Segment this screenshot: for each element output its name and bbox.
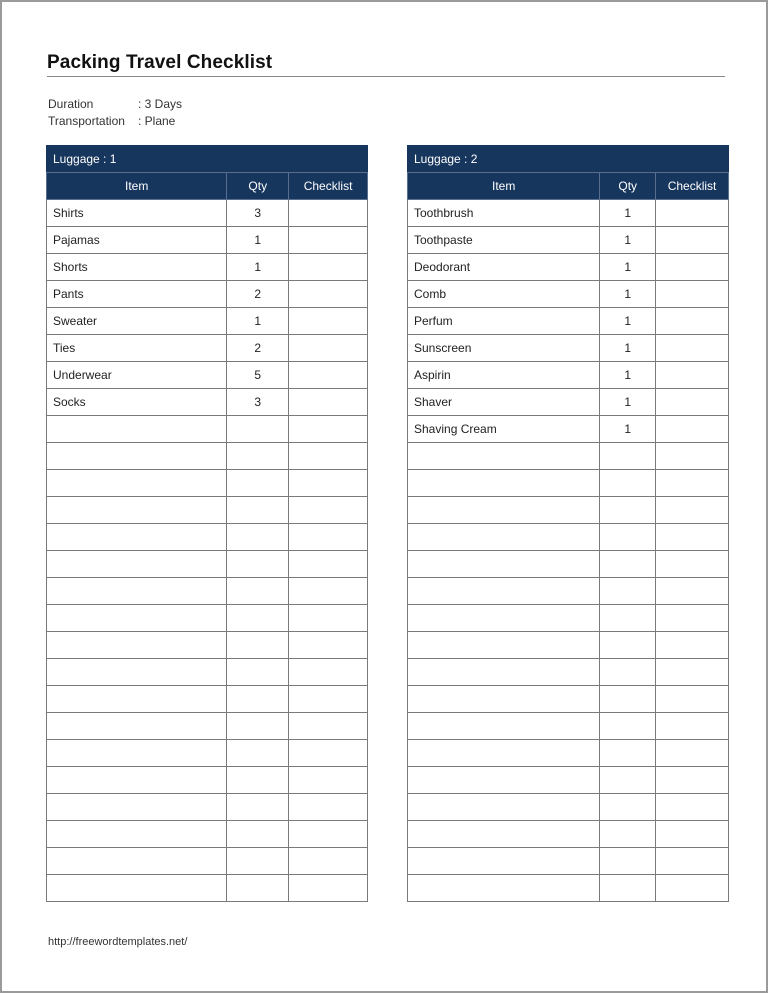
checklist-cell[interactable] bbox=[656, 416, 729, 443]
checklist-cell[interactable] bbox=[656, 443, 729, 470]
table-row bbox=[47, 659, 368, 686]
qty-cell[interactable]: 1 bbox=[600, 416, 656, 443]
table-row bbox=[408, 632, 729, 659]
checklist-cell[interactable] bbox=[289, 416, 368, 443]
checklist-cell[interactable] bbox=[656, 632, 729, 659]
item-cell[interactable] bbox=[47, 740, 227, 767]
item-cell[interactable] bbox=[47, 848, 227, 875]
table-row bbox=[47, 875, 368, 902]
qty-cell[interactable] bbox=[600, 713, 656, 740]
item-cell[interactable] bbox=[47, 497, 227, 524]
item-cell[interactable] bbox=[47, 686, 227, 713]
item-cell[interactable]: Socks bbox=[47, 389, 227, 416]
qty-cell[interactable]: 1 bbox=[600, 281, 656, 308]
checklist-cell[interactable] bbox=[289, 335, 368, 362]
item-cell[interactable] bbox=[47, 605, 227, 632]
item-cell[interactable] bbox=[47, 659, 227, 686]
checklist-cell[interactable] bbox=[656, 740, 729, 767]
checklist-cell[interactable] bbox=[656, 524, 729, 551]
qty-cell[interactable] bbox=[227, 659, 289, 686]
checklist-cell[interactable] bbox=[656, 875, 729, 902]
item-cell[interactable] bbox=[408, 686, 600, 713]
item-cell[interactable] bbox=[47, 713, 227, 740]
table-row bbox=[408, 794, 729, 821]
qty-cell[interactable] bbox=[600, 632, 656, 659]
qty-cell[interactable]: 1 bbox=[600, 308, 656, 335]
footer-link[interactable]: http://freewordtemplates.net/ bbox=[48, 936, 188, 948]
transportation-value: : Plane bbox=[138, 114, 176, 128]
duration-value: : 3 Days bbox=[138, 97, 183, 111]
checklist-cell[interactable] bbox=[289, 281, 368, 308]
item-cell[interactable]: Shorts bbox=[47, 254, 227, 281]
table-row bbox=[47, 227, 368, 254]
item-cell[interactable] bbox=[408, 443, 600, 470]
qty-cell[interactable] bbox=[600, 821, 656, 848]
checklist-cell[interactable] bbox=[656, 578, 729, 605]
table-row bbox=[408, 335, 729, 362]
qty-cell[interactable] bbox=[227, 875, 289, 902]
item-cell[interactable]: Pajamas bbox=[47, 227, 227, 254]
item-cell[interactable] bbox=[408, 794, 600, 821]
item-cell[interactable] bbox=[408, 875, 600, 902]
item-cell[interactable] bbox=[408, 578, 600, 605]
qty-cell[interactable] bbox=[227, 767, 289, 794]
item-cell[interactable] bbox=[408, 551, 600, 578]
qty-cell[interactable]: 1 bbox=[600, 254, 656, 281]
luggage-1-rows bbox=[47, 200, 368, 902]
qty-cell[interactable] bbox=[227, 551, 289, 578]
item-cell[interactable]: Toothbrush bbox=[408, 200, 600, 227]
checklist-cell[interactable] bbox=[289, 254, 368, 281]
checklist-cell[interactable] bbox=[656, 254, 729, 281]
checklist-cell[interactable] bbox=[656, 362, 729, 389]
column-header-qty: Qty bbox=[227, 173, 289, 200]
qty-cell[interactable] bbox=[227, 686, 289, 713]
qty-cell[interactable]: 3 bbox=[227, 200, 289, 227]
checklist-cell[interactable] bbox=[656, 794, 729, 821]
qty-cell[interactable] bbox=[600, 470, 656, 497]
table-row bbox=[408, 308, 729, 335]
qty-cell[interactable]: 3 bbox=[227, 389, 289, 416]
table-row bbox=[47, 362, 368, 389]
checklist-cell[interactable] bbox=[289, 389, 368, 416]
qty-cell[interactable] bbox=[227, 848, 289, 875]
qty-cell[interactable]: 1 bbox=[227, 227, 289, 254]
qty-cell[interactable]: 1 bbox=[227, 254, 289, 281]
table-row bbox=[47, 443, 368, 470]
table-row bbox=[47, 686, 368, 713]
table-row bbox=[47, 281, 368, 308]
qty-cell[interactable]: 2 bbox=[227, 281, 289, 308]
qty-cell[interactable] bbox=[600, 497, 656, 524]
checklist-cell[interactable] bbox=[289, 497, 368, 524]
table-row bbox=[408, 713, 729, 740]
checklist-cell[interactable] bbox=[289, 443, 368, 470]
qty-cell[interactable] bbox=[600, 659, 656, 686]
qty-cell[interactable]: 5 bbox=[227, 362, 289, 389]
checklist-cell[interactable] bbox=[289, 308, 368, 335]
duration-row bbox=[48, 96, 182, 113]
luggage-2-caption: Luggage : 2 bbox=[408, 146, 729, 173]
checklist-cell[interactable] bbox=[289, 713, 368, 740]
trip-details bbox=[48, 96, 182, 130]
checklist-cell[interactable] bbox=[289, 767, 368, 794]
checklist-cell[interactable] bbox=[656, 551, 729, 578]
table-row bbox=[47, 200, 368, 227]
column-header-item: Item bbox=[47, 173, 227, 200]
title-divider bbox=[47, 76, 725, 77]
qty-cell[interactable] bbox=[600, 551, 656, 578]
checklist-cell[interactable] bbox=[656, 200, 729, 227]
item-cell[interactable]: Ties bbox=[47, 335, 227, 362]
table-row bbox=[408, 443, 729, 470]
qty-cell[interactable] bbox=[600, 578, 656, 605]
column-header-item: Item bbox=[408, 173, 600, 200]
checklist-cell[interactable] bbox=[289, 362, 368, 389]
qty-cell[interactable]: 1 bbox=[600, 335, 656, 362]
table-row bbox=[408, 227, 729, 254]
item-cell[interactable] bbox=[408, 659, 600, 686]
table-row bbox=[408, 578, 729, 605]
item-cell[interactable] bbox=[408, 470, 600, 497]
item-cell[interactable] bbox=[47, 821, 227, 848]
qty-cell[interactable] bbox=[227, 821, 289, 848]
item-cell[interactable] bbox=[47, 632, 227, 659]
item-cell[interactable] bbox=[408, 632, 600, 659]
table-row bbox=[408, 200, 729, 227]
checklist-cell[interactable] bbox=[289, 740, 368, 767]
item-cell[interactable]: Sunscreen bbox=[408, 335, 600, 362]
item-cell[interactable]: Comb bbox=[408, 281, 600, 308]
luggage-1-table bbox=[46, 145, 368, 902]
qty-cell[interactable] bbox=[227, 713, 289, 740]
qty-cell[interactable] bbox=[227, 443, 289, 470]
table-row bbox=[47, 794, 368, 821]
table-row bbox=[408, 605, 729, 632]
qty-cell[interactable] bbox=[227, 497, 289, 524]
item-cell[interactable] bbox=[408, 821, 600, 848]
item-cell[interactable]: Pants bbox=[47, 281, 227, 308]
checklist-cell[interactable] bbox=[656, 821, 729, 848]
qty-cell[interactable] bbox=[600, 875, 656, 902]
column-header-checklist: Checklist bbox=[656, 173, 729, 200]
checklist-cell[interactable] bbox=[656, 848, 729, 875]
checklist-cell[interactable] bbox=[289, 551, 368, 578]
qty-cell[interactable] bbox=[227, 416, 289, 443]
checklist-cell[interactable] bbox=[289, 524, 368, 551]
table-row bbox=[47, 416, 368, 443]
item-cell[interactable]: Toothpaste bbox=[408, 227, 600, 254]
qty-cell[interactable] bbox=[600, 686, 656, 713]
table-row bbox=[47, 335, 368, 362]
table-row bbox=[47, 308, 368, 335]
table-row bbox=[47, 767, 368, 794]
item-cell[interactable]: Shirts bbox=[47, 200, 227, 227]
qty-cell[interactable]: 1 bbox=[600, 389, 656, 416]
item-cell[interactable] bbox=[47, 767, 227, 794]
table-row bbox=[47, 497, 368, 524]
item-cell[interactable]: Underwear bbox=[47, 362, 227, 389]
item-cell[interactable] bbox=[47, 416, 227, 443]
table-row bbox=[47, 713, 368, 740]
qty-cell[interactable]: 1 bbox=[227, 308, 289, 335]
luggage-1-caption: Luggage : 1 bbox=[47, 146, 368, 173]
item-cell[interactable] bbox=[408, 524, 600, 551]
luggage-2-rows bbox=[408, 200, 729, 902]
item-cell[interactable] bbox=[47, 524, 227, 551]
checklist-cell[interactable] bbox=[289, 200, 368, 227]
table-row bbox=[408, 659, 729, 686]
checklist-cell[interactable] bbox=[289, 875, 368, 902]
table-row bbox=[408, 497, 729, 524]
qty-cell[interactable]: 2 bbox=[227, 335, 289, 362]
table-row bbox=[47, 254, 368, 281]
qty-cell[interactable]: 1 bbox=[600, 200, 656, 227]
checklist-cell[interactable] bbox=[656, 659, 729, 686]
item-cell[interactable] bbox=[47, 551, 227, 578]
table-row bbox=[408, 254, 729, 281]
table-row bbox=[47, 740, 368, 767]
checklist-cell[interactable] bbox=[656, 281, 729, 308]
table-row bbox=[408, 686, 729, 713]
qty-cell[interactable] bbox=[227, 605, 289, 632]
checklist-cell[interactable] bbox=[656, 389, 729, 416]
checklist-cell[interactable] bbox=[289, 605, 368, 632]
item-cell[interactable] bbox=[408, 848, 600, 875]
item-cell[interactable] bbox=[47, 470, 227, 497]
item-cell[interactable] bbox=[47, 443, 227, 470]
qty-cell[interactable] bbox=[600, 605, 656, 632]
table-row bbox=[408, 848, 729, 875]
qty-cell[interactable] bbox=[600, 524, 656, 551]
qty-cell[interactable]: 1 bbox=[600, 227, 656, 254]
table-row bbox=[47, 848, 368, 875]
checklist-cell[interactable] bbox=[656, 470, 729, 497]
qty-cell[interactable] bbox=[227, 524, 289, 551]
table-row bbox=[408, 524, 729, 551]
item-cell[interactable]: Shaving Cream bbox=[408, 416, 600, 443]
item-cell[interactable]: Perfum bbox=[408, 308, 600, 335]
checklist-cell[interactable] bbox=[289, 470, 368, 497]
item-cell[interactable] bbox=[47, 875, 227, 902]
checklist-cell[interactable] bbox=[656, 335, 729, 362]
transportation-row bbox=[48, 113, 182, 130]
luggage-2-table bbox=[407, 145, 729, 902]
qty-cell[interactable] bbox=[600, 443, 656, 470]
checklist-cell[interactable] bbox=[289, 659, 368, 686]
table-row bbox=[47, 470, 368, 497]
checklist-cell[interactable] bbox=[289, 632, 368, 659]
qty-cell[interactable] bbox=[227, 632, 289, 659]
table-row bbox=[408, 821, 729, 848]
table-row bbox=[47, 389, 368, 416]
checklist-cell[interactable] bbox=[656, 227, 729, 254]
transportation-label: Transportation bbox=[48, 114, 125, 128]
item-cell[interactable] bbox=[47, 578, 227, 605]
checklist-cell[interactable] bbox=[656, 713, 729, 740]
item-cell[interactable]: Shaver bbox=[408, 389, 600, 416]
item-cell[interactable]: Aspirin bbox=[408, 362, 600, 389]
qty-cell[interactable] bbox=[600, 740, 656, 767]
table-row bbox=[47, 578, 368, 605]
item-cell[interactable] bbox=[408, 767, 600, 794]
table-row bbox=[47, 821, 368, 848]
qty-cell[interactable] bbox=[600, 848, 656, 875]
table-row bbox=[47, 605, 368, 632]
table-row bbox=[408, 281, 729, 308]
checklist-cell[interactable] bbox=[656, 497, 729, 524]
checklist-cell[interactable] bbox=[289, 578, 368, 605]
checklist-cell[interactable] bbox=[289, 686, 368, 713]
table-row bbox=[408, 875, 729, 902]
item-cell[interactable] bbox=[408, 497, 600, 524]
qty-cell[interactable] bbox=[600, 767, 656, 794]
table-row bbox=[47, 524, 368, 551]
page-title: Packing Travel Checklist bbox=[47, 52, 273, 73]
table-row bbox=[408, 470, 729, 497]
column-header-qty: Qty bbox=[600, 173, 656, 200]
qty-cell[interactable] bbox=[600, 794, 656, 821]
checklist-cell[interactable] bbox=[656, 767, 729, 794]
table-row bbox=[408, 416, 729, 443]
qty-cell[interactable] bbox=[227, 794, 289, 821]
checklist-cell[interactable] bbox=[289, 821, 368, 848]
checklist-cell[interactable] bbox=[656, 686, 729, 713]
checklist-cell[interactable] bbox=[289, 848, 368, 875]
item-cell[interactable] bbox=[408, 713, 600, 740]
table-row bbox=[408, 551, 729, 578]
item-cell[interactable] bbox=[47, 794, 227, 821]
item-cell[interactable]: Sweater bbox=[47, 308, 227, 335]
checklist-cell[interactable] bbox=[656, 308, 729, 335]
table-row bbox=[408, 740, 729, 767]
item-cell[interactable] bbox=[408, 605, 600, 632]
duration-label: Duration bbox=[48, 97, 94, 111]
checklist-cell[interactable] bbox=[289, 794, 368, 821]
table-row bbox=[408, 767, 729, 794]
table-row bbox=[408, 389, 729, 416]
checklist-cell[interactable] bbox=[656, 605, 729, 632]
qty-cell[interactable]: 1 bbox=[600, 362, 656, 389]
qty-cell[interactable] bbox=[227, 578, 289, 605]
column-header-checklist: Checklist bbox=[289, 173, 368, 200]
qty-cell[interactable] bbox=[227, 470, 289, 497]
item-cell[interactable] bbox=[408, 740, 600, 767]
checklist-cell[interactable] bbox=[289, 227, 368, 254]
table-row bbox=[47, 551, 368, 578]
table-row bbox=[408, 362, 729, 389]
item-cell[interactable]: Deodorant bbox=[408, 254, 600, 281]
table-row bbox=[47, 632, 368, 659]
qty-cell[interactable] bbox=[227, 740, 289, 767]
